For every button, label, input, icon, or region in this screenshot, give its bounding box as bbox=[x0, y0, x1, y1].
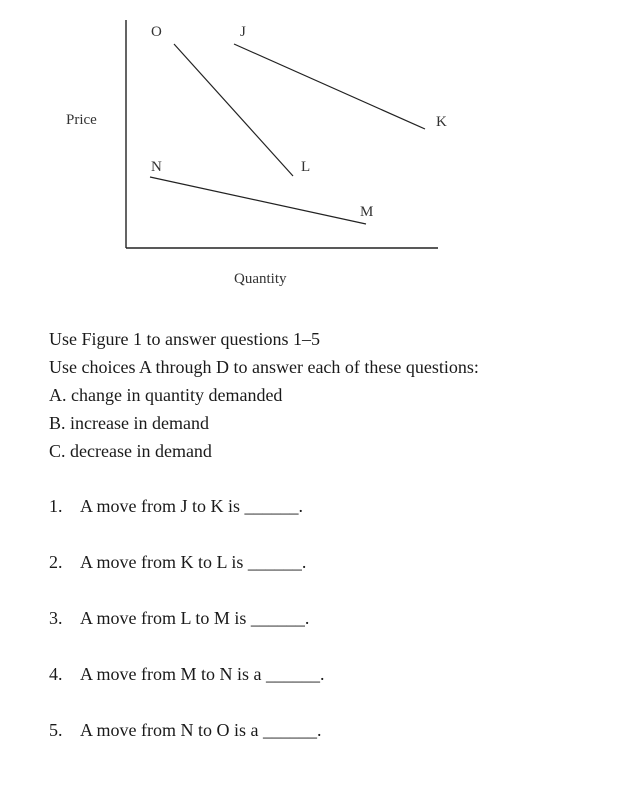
line-j-k bbox=[234, 44, 425, 129]
instructions bbox=[49, 325, 609, 465]
intro-line-2: Use choices A through D to answer each of these questions: bbox=[49, 357, 479, 377]
line-n-m bbox=[150, 177, 366, 224]
question-item bbox=[49, 716, 609, 772]
question-item bbox=[49, 548, 609, 604]
intro-line-1: Use Figure 1 to answer questions 1–5 bbox=[49, 329, 320, 349]
point-label-n: N bbox=[151, 159, 162, 175]
question-text: A move from M to N is a ______. bbox=[80, 664, 325, 684]
point-label-l: L bbox=[301, 159, 311, 175]
choice-a: A. change in quantity demanded bbox=[49, 385, 283, 405]
point-label-k: K bbox=[436, 114, 447, 130]
question-item bbox=[49, 604, 609, 660]
figure-1-demand-diagram bbox=[0, 0, 630, 300]
y-axis-label: Price bbox=[66, 112, 97, 128]
point-label-j: J bbox=[240, 24, 246, 40]
question-number: 4. bbox=[49, 664, 63, 684]
point-label-o: O bbox=[151, 24, 162, 40]
choice-b: B. increase in demand bbox=[49, 413, 209, 433]
question-number: 5. bbox=[49, 720, 63, 740]
question-text: A move from K to L is ______. bbox=[80, 552, 307, 572]
question-number: 2. bbox=[49, 552, 63, 572]
x-axis-label: Quantity bbox=[234, 271, 287, 287]
question-number: 1. bbox=[49, 496, 63, 516]
question-text: A move from J to K is ______. bbox=[80, 496, 303, 516]
question-number: 3. bbox=[49, 608, 63, 628]
line-o-l bbox=[174, 44, 293, 176]
choice-c: C. decrease in demand bbox=[49, 441, 212, 461]
question-list bbox=[49, 492, 609, 772]
question-item bbox=[49, 492, 609, 548]
point-label-m: M bbox=[360, 204, 374, 220]
question-text: A move from L to M is ______. bbox=[80, 608, 310, 628]
question-item bbox=[49, 660, 609, 716]
question-text: A move from N to O is a ______. bbox=[80, 720, 322, 740]
